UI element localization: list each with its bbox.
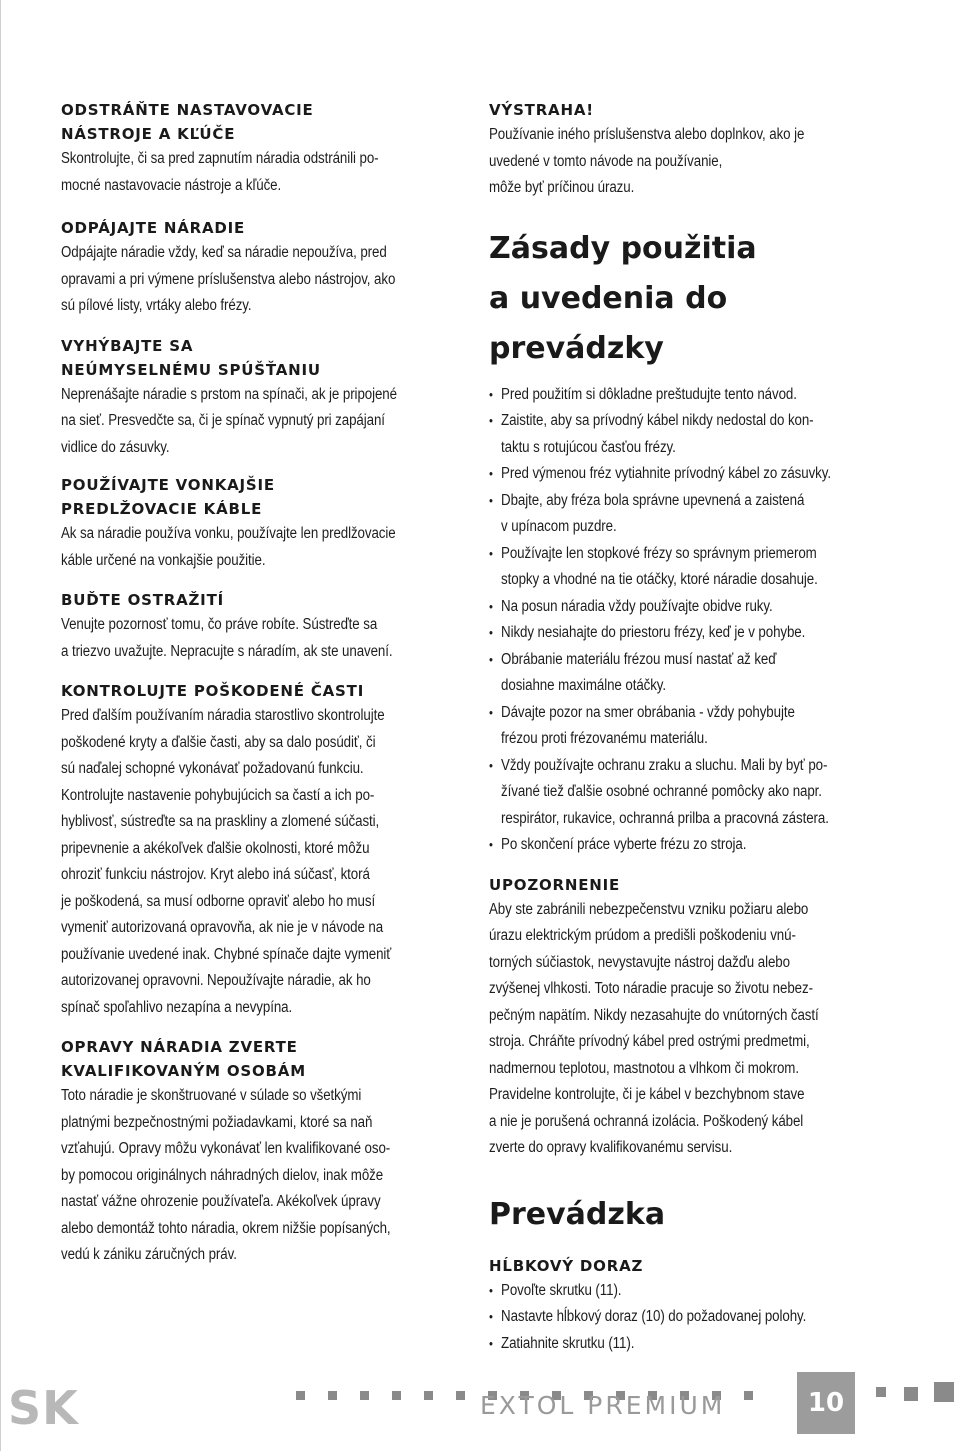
body-line: hyblivosť, sústreďte sa na praskliny a zlomené súčasti, (61, 813, 380, 830)
body-line: vedú k zániku záručných práv. (61, 1246, 237, 1263)
body-line: Skontrolujte, či sa pred zapnutím náradia odstránili po- (61, 150, 379, 167)
depth-stop-list (489, 1278, 890, 1358)
body-line: spínač spoľahlivo nezapína a nevypína. (61, 998, 293, 1016)
section-body (61, 1083, 462, 1269)
language-code: SK (8, 1381, 79, 1435)
right-column (489, 98, 889, 1357)
section-depth-stop (489, 1254, 889, 1358)
section-heading (61, 588, 461, 612)
section-check-damaged (61, 679, 461, 1021)
body-line: Používanie iného príslušenstva alebo doplnkov, ako je (489, 126, 805, 143)
section-avoid-start (61, 334, 461, 462)
heading-line: OPRAVY NÁRADIA ZVERTE (61, 1038, 298, 1056)
section-body (61, 703, 462, 1021)
section-notice (489, 873, 889, 1162)
body-line: zverte do opravy kvalifikovanému servisu. (489, 1139, 733, 1156)
section-body (61, 521, 462, 574)
title-line: a uvedenia do prevádzky (489, 280, 728, 366)
list-item-line: • Nikdy nesiahajte do priestoru frézy, keď je v pohybe. (501, 624, 806, 641)
section-heading (61, 98, 461, 146)
brand-logo: EXTOL PREMIUM (480, 1391, 726, 1420)
list-item-line: • Pred použitím si dôkladne preštudujte tento návod. (501, 385, 797, 403)
list-item-line: žívané tiež ďalšie osobné ochranné pomôcky ako napr. (501, 783, 822, 800)
list-item (489, 488, 890, 541)
heading-line: BUĎTE OSTRAŽITÍ (61, 591, 224, 609)
body-line: pripevnenie a akékoľvek ďalšie okolnosti, ktoré môžu (61, 839, 370, 857)
page-number: 10 (797, 1372, 855, 1434)
list-item (489, 1304, 890, 1331)
operation-title: Prevádzka (489, 1196, 666, 1232)
list-item-line: taktu s rotujúcou časťou frézy. (501, 438, 676, 456)
section-heading (61, 216, 461, 240)
list-item-line: v upínacom puzdre. (501, 518, 617, 535)
body-line: autorizovanej opravovni. Nepoužívajte náradie, ak ho (61, 972, 371, 989)
body-line: nastať vážne ohrozenie používateľa. Akékoľvek úpravy (61, 1193, 381, 1210)
body-line: by pomocou originálnych náhradných dielov, inak môže (61, 1166, 384, 1184)
section-body (61, 382, 462, 462)
body-line: Venujte pozornosť tomu, čo práve robíte. Sústreďte sa (61, 616, 378, 633)
body-line: Kontrolujte nastavenie pohybujúcich sa častí a ich po- (61, 786, 375, 804)
body-line: používanie uvedené inak. Chybné spínače dajte vymeniť (61, 945, 392, 963)
list-item (489, 620, 890, 647)
usage-list (489, 382, 890, 859)
body-line: vzťahujú. Opravy môžu vykonávať len kvalifikované oso- (61, 1140, 391, 1157)
footer-square (876, 1387, 886, 1397)
list-item (489, 594, 890, 621)
section-warning (489, 98, 889, 202)
heading-line: KVALIFIKOVANÝM OSOBÁM (61, 1062, 306, 1080)
depth-stop-heading: HĹBKOVÝ DORAZ (489, 1256, 644, 1275)
section-remove-tools (61, 98, 461, 199)
body-line: vidlice do zásuvky. (61, 438, 170, 456)
footer-square (934, 1382, 954, 1402)
title-line: Zásady použitia (489, 230, 757, 266)
body-line: Odpájajte náradie vždy, keď sa náradie nepoužíva, pred (61, 244, 387, 261)
section-heading (61, 679, 461, 703)
list-item-line: • Po skončení práce vyberte frézu zo stroja. (501, 836, 747, 853)
body-line: a nie je porušená ochranná izolácia. Poškodený kábel (489, 1112, 804, 1130)
list-item-line: • Povoľte skrutku (11). (501, 1281, 622, 1299)
section-unplug (61, 216, 461, 320)
body-line: ohroziť funkciu nástrojov. Kryt alebo iná súčasť, ktorá (61, 866, 370, 883)
list-item-line: • Obrábanie materiálu frézou musí nastať až keď (501, 650, 777, 668)
warning-heading: VÝSTRAHA! (489, 101, 594, 119)
list-item-line: dosiahne maximálne otáčky. (501, 677, 667, 694)
list-item-line: • Dbajte, aby fréza bola správne upevnená a zaistená (501, 491, 805, 509)
heading-line: VYHÝBAJTE SA (61, 336, 194, 355)
list-item-line: • Používajte len stopkové frézy so správnym priemerom (501, 544, 817, 562)
body-line: zvýšenej vlhkosti. Toto náradie pracuje so životu nebez- (489, 980, 813, 997)
body-line: mocné nastavovacie nástroje a kľúče. (61, 176, 282, 194)
body-line: a triezvo uvažujte. Nepracujte s náradím, ak ste unavení. (61, 642, 393, 660)
body-line: alebo demontáž tohto náradia, okrem nižšie popísaných, (61, 1219, 391, 1237)
body-line: Pravidelne kontrolujte, či je kábel v bezchybnom stave (489, 1086, 805, 1103)
section-repairs (61, 1035, 461, 1269)
usage-list-wrap (489, 382, 890, 859)
list-item (489, 408, 890, 461)
section-heading (61, 1035, 461, 1083)
list-item-line: respirátor, rukavice, ochranná prilba a pracovná zástera. (501, 809, 829, 827)
body-line: poškodené kryty a ďalšie časti, aby sa dalo posúdiť, či (61, 733, 376, 751)
section-stay-alert (61, 588, 461, 665)
list-item (489, 461, 890, 488)
list-item (489, 1331, 890, 1358)
list-item (489, 1278, 890, 1305)
body-line: Neprenášajte náradie s prstom na spínači, ak je pripojené (61, 385, 397, 403)
body-line: Ak sa náradie používa vonku, používajte len predlžovacie (61, 525, 396, 542)
depth-stop-list-wrap (489, 1278, 890, 1358)
list-item (489, 541, 890, 594)
section-body (61, 146, 462, 199)
notice-heading: UPOZORNENIE (489, 875, 621, 894)
heading-line: NEÚMYSELNÉMU SPÚŠŤANIU (61, 360, 321, 379)
footer-square (904, 1387, 918, 1401)
list-item-line: frézou proti frézovanému materiálu. (501, 730, 708, 747)
body-line: opravami a pri výmene príslušenstva alebo nástrojov, ako (61, 270, 396, 288)
body-line: nadmernou teplotou, mastnotou a vlhkom či mokrom. (489, 1059, 799, 1077)
usage-title (489, 224, 889, 374)
body-line: Toto náradie je skonštruované v súlade so všetkými (61, 1087, 362, 1104)
section-heading (61, 334, 461, 382)
body-line: torných súčiastok, nevystavujte nástroj dažďu alebo (489, 953, 790, 971)
body-line: môže byť príčinou úrazu. (489, 179, 635, 196)
list-item (489, 753, 890, 833)
list-item (489, 832, 890, 859)
list-item (489, 647, 890, 700)
body-line: káble určené na vonkajšie použitie. (61, 551, 266, 569)
section-extension-cables (61, 473, 461, 574)
body-line: vymeniť autorizovaná opravovňa, ak nie je v návode na (61, 919, 384, 936)
body-line: sú naďalej schopné vykonávať požadovanú funkciu. (61, 760, 364, 777)
body-line: sú pílové listy, vrtáky alebo frézy. (61, 297, 252, 314)
body-line: uvedené v tomto návode na používanie, (489, 152, 723, 170)
list-item (489, 382, 890, 409)
list-item-line: • Na posun náradia vždy používajte obidve ruky. (501, 597, 773, 615)
heading-line: ODPÁJAJTE NÁRADIE (61, 219, 246, 237)
notice-body (489, 897, 890, 1162)
section-body (61, 240, 462, 320)
body-line: pečným napätím. Nikdy nezasahujte do vnútorných častí (489, 1006, 819, 1024)
heading-line: KONTROLUJTE POŠKODENÉ ČASTI (61, 682, 365, 700)
body-line: úrazu elektrickým prúdom a predišli poškodeniu vnú- (489, 927, 796, 944)
body-line: platnými bezpečnostnými požiadavkami, ktoré sa naň (61, 1113, 373, 1131)
list-item-line: • Zatiahnite skrutku (11). (501, 1334, 635, 1352)
section-body (61, 612, 462, 665)
list-item (489, 700, 890, 753)
list-item-line: • Nastavte hĺbkový doraz (10) do požadovanej polohy. (501, 1308, 807, 1325)
heading-line: PREDLŽOVACIE KÁBLE (61, 500, 263, 518)
body-line: Pred ďalším používaním náradia starostlivo skontrolujte (61, 707, 385, 724)
page-edge (0, 0, 1, 1451)
heading-line: ODSTRÁŇTE NASTAVOVACIE (61, 101, 314, 119)
section-heading (61, 473, 461, 521)
list-item-line: • Pred výmenou fréz vytiahnite prívodný kábel zo zásuvky. (501, 465, 831, 482)
heading-line: POUŽÍVAJTE VONKAJŠIE (61, 476, 275, 494)
left-column (61, 98, 461, 1269)
list-item-line: • Dávajte pozor na smer obrábania - vždy pohybujte (501, 703, 795, 721)
body-line: na sieť. Presvedčte sa, či je spínač vypnutý pri zapájaní (61, 412, 385, 429)
warning-body (489, 122, 890, 202)
list-item-line: • Vždy používajte ochranu zraku a sluchu. Mali by byť po- (501, 756, 828, 774)
heading-line: NÁSTROJE A KĽÚČE (61, 125, 236, 143)
list-item-line: stopky a vhodné na tie otáčky, ktoré náradie dosahuje. (501, 571, 818, 588)
body-line: Aby ste zabránili nebezpečenstvu vzniku požiaru alebo (489, 900, 809, 918)
body-line: stroja. Chráňte prívodný kábel pred ostrými predmetmi, (489, 1033, 810, 1050)
list-item-line: • Zaistite, aby sa prívodný kábel nikdy nedostal do kon- (501, 412, 814, 429)
body-line: je poškodená, sa musí odborne opraviť alebo ho musí (61, 892, 376, 910)
